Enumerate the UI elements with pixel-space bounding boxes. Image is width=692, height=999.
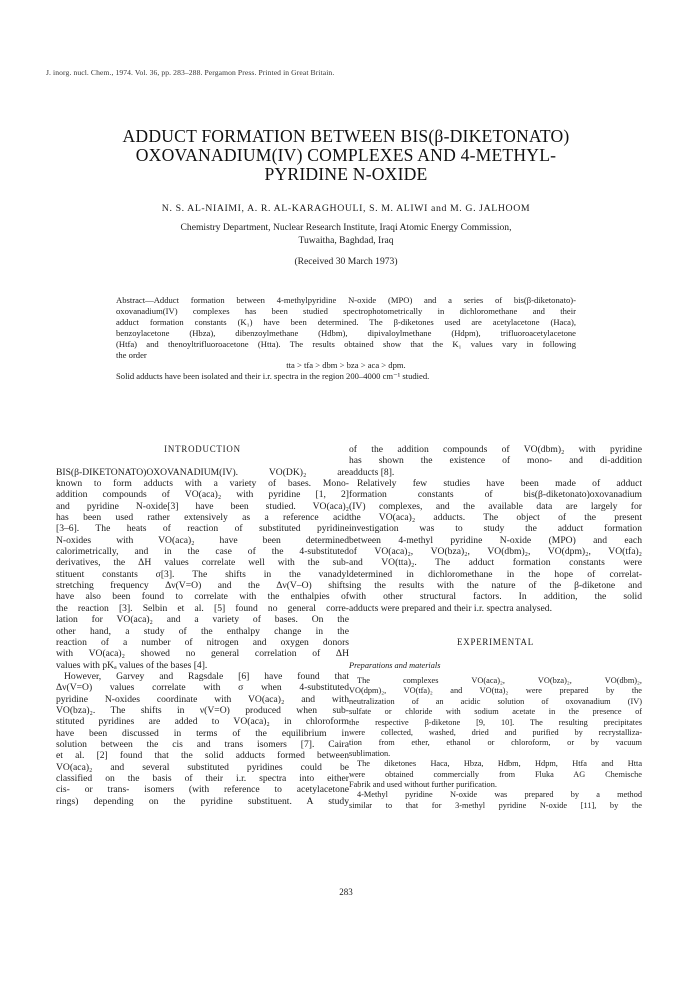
intro-line: rings) depending on the pyridine substituent. A study	[56, 795, 349, 807]
body-line: has shown the existence of mono- and di-addition	[349, 455, 642, 467]
intro-line: However, Garvey and Ragsdale [6] have found that	[64, 670, 349, 682]
intro-line: solution between the cis and trans isomers [7]. Caira	[56, 738, 349, 750]
right-column	[349, 444, 642, 811]
intro-line: stretching frequency Δν(V=O) and the Δν(V–O) shifts	[56, 580, 349, 592]
intro-line: N-oxides with VO(aca)₂ have been determined	[56, 534, 349, 546]
body-line: adducts were prepared and their i.r. spectra analysed.	[349, 602, 552, 614]
body-line: of VO(aca)₂, VO(bza)₂, VO(dbm)₂, VO(dpm)₂, VO(tfa)₂	[349, 546, 642, 558]
title-line: PYRIDINE N-OXIDE	[264, 164, 428, 184]
abstract-line: Solid adducts have been isolated and their i.r. spectra in the region 200–4000 cm⁻¹ studied.	[116, 371, 430, 382]
article-title	[80, 127, 612, 184]
intro-line: have been discussed in terms of the equilibrium in	[56, 727, 349, 739]
abstract-line: benzoylacetone (Hbza), dibenzoylmethane (Hdbm), dipivaloylmethane (Hdpm), trifluoroacetylacetone	[116, 327, 576, 338]
prep-line: The diketones Haca, Hbza, Hdbm, Hdpm, Htfa and Htta	[357, 759, 642, 769]
prep-line: sulfate or chloride with sodium acetate in the presence of	[349, 707, 642, 717]
intro-line: addition compounds of VO(aca)₂ with pyridine [1, 2]	[56, 489, 349, 501]
intro-line: values with pKₐ values of the bases [4].	[56, 659, 208, 671]
affiliation	[80, 221, 612, 247]
abstract-line: oxovanadium(IV) complexes has been studied spectrophotometrically in dichloromethane and their	[116, 305, 576, 316]
page-number: 283	[339, 887, 353, 897]
abstract	[116, 295, 576, 382]
prep-line: VO(dpm)₂, VO(tfa)₂ and VO(tta)₂ were prepared by the	[349, 686, 642, 696]
intro-line: et al. [2] found that the solid adducts formed between	[56, 750, 349, 762]
body-line: adducts [8].	[349, 466, 395, 478]
intro-line: calorimetrically, and in the case of the 4-substituted	[56, 546, 349, 558]
abstract-line: the order	[116, 349, 147, 360]
prep-line: Fabrik and used without further purification.	[349, 779, 497, 789]
body-line: the VO(aca)₂ adducts. The object of the present	[349, 512, 642, 524]
intro-line: with VO(aca)₂ showed no general correlation of ΔH	[56, 648, 349, 660]
intro-line: have also been found to correlate with the enthalpies of	[56, 591, 349, 603]
intro-line: reaction of a number of nitrogen and oxygen donors	[56, 636, 349, 648]
intro-line: BIS(β-DIKETONATO)OXOVANADIUM(IV). VO(DK)₂ are	[56, 466, 349, 478]
abstract-line: Abstract—Adduct formation between 4-methylpyridine N-oxide (MPO) and a series of bis(β-diketonato)-	[116, 295, 576, 305]
section-heading-introduction: INTRODUCTION	[164, 444, 241, 454]
intro-line: [3–6]. The heats of reaction of substituted pyridine	[56, 523, 349, 535]
prep-line: tion from ether, ethanol or chloroform, or by vacuum	[349, 738, 642, 748]
intro-line: lation for VO(aca)₂ and a variety of bases. On the	[56, 614, 349, 626]
intro-line: VO(bza)₂. The shifts in ν(V=O) produced when sub-	[56, 704, 349, 716]
body-line: between 4-methyl pyridine N-oxide (MPO) and each	[349, 534, 642, 546]
body-line: with other structural factors. In addition, the solid	[349, 591, 642, 603]
abstract-order-equation: tta > tfa > dbm > bza > aca > dpm.	[286, 360, 406, 371]
intro-line: the reaction [3]. Selbin et al. [5] found no general corre-	[56, 602, 349, 614]
intro-line: stituent constants σ[3]. The shifts in the vanadyl	[56, 568, 349, 580]
prep-line: sublimation.	[349, 748, 391, 758]
section-heading-experimental: EXPERIMENTAL	[457, 636, 534, 647]
prep-line: neutralization of an acidic solution of oxovanadium (IV)	[349, 696, 642, 706]
intro-line: derivatives, the ΔH values correlate well with the sub-	[56, 557, 349, 569]
body-line: investigation was to study the adduct formation	[349, 523, 642, 535]
body-line: (IV) complexes, and the available data are largely for	[349, 500, 642, 512]
intro-line: classified on the basis of their i.r. spectra into either	[56, 772, 349, 784]
author-list: N. S. AL-NIAIMI, A. R. AL-KARAGHOULI, S. M. ALIWI and M. G. JALHOOM	[161, 203, 531, 214]
subsection-heading-preparations: Preparations and materials	[349, 660, 441, 670]
prep-line: 4-Methyl pyridine N-oxide was prepared by a method	[357, 790, 642, 800]
prep-line: the respective β-diketone [9, 10]. The resulting precipitates	[349, 717, 642, 727]
intro-line: cis- or trans- isomers (with reference to acetylacetone	[56, 784, 349, 796]
prep-line: were obtained commercially from Fluka AG Chemische	[349, 769, 642, 779]
intro-line: known to form adducts with a variety of bases. Mono-	[56, 478, 349, 490]
received-date: (Received 30 March 1973)	[294, 256, 398, 267]
intro-line: has been used rather extensively as a reference acid	[56, 512, 349, 524]
body-line: of the addition compounds of VO(dbm)₂ with pyridine	[349, 444, 642, 455]
intro-line: stituted pyridines are added to VO(aca)₂ in chloroform	[56, 716, 349, 728]
left-column	[56, 444, 349, 807]
prep-line: similar to that for 3-methyl pyridine N-oxide [11], by the	[349, 800, 642, 810]
intro-line: Δν(V=O) values correlate with σ when 4-substituted	[56, 682, 349, 694]
intro-line: pyridine N-oxides coordinate with VO(aca)₂ and with	[56, 693, 349, 705]
prep-line: The complexes VO(aca)₂, VO(bza)₂, VO(dbm)₂,	[357, 675, 642, 685]
intro-line: VO(aca)₂ and several substituted pyridines could be	[56, 761, 349, 773]
intro-line: other hand, a study of the enthalpy change in the	[56, 625, 349, 637]
body-line: Relatively few studies have been made of adduct	[357, 478, 642, 490]
preparations-text	[349, 676, 642, 811]
body-line: and VO(tta)₂. The adduct formation constants were	[349, 557, 642, 569]
affiliation-line: Chemistry Department, Nuclear Research Institute, Iraqi Atomic Energy Commission,	[180, 222, 512, 233]
prep-line: were collected, washed, dried and purified by recrystalliza-	[349, 727, 642, 737]
intro-line: and pyridine N-oxide[3] have been studied. VO(aca)₂	[56, 500, 349, 512]
journal-citation: J. inorg. nucl. Chem., 1974. Vol. 36, pp. 283–288. Pergamon Press. Printed in Great Britain.	[46, 68, 335, 77]
title-line: ADDUCT FORMATION BETWEEN BIS(β-DIKETONATO)	[122, 126, 570, 146]
affiliation-line: Tuwaitha, Baghdad, Iraq	[298, 235, 394, 246]
body-line: formation constants of bis(β-diketonato)oxovanadium	[349, 489, 642, 501]
abstract-line: adduct formation constants (K₁) have been determined. The β-diketones used are acetylacetone (Haca),	[116, 316, 576, 327]
title-line: OXOVANADIUM(IV) COMPLEXES AND 4-METHYL-	[135, 145, 557, 165]
body-line: ing the results with the nature of the β-diketone and	[349, 580, 642, 592]
abstract-line: (Htfa) and thenoyltrifluoroacetone (Htta). The results obtained show that the K₁ values vary in following	[116, 338, 576, 349]
body-line: determined in dichloromethane in the hope of correlat-	[349, 568, 642, 580]
